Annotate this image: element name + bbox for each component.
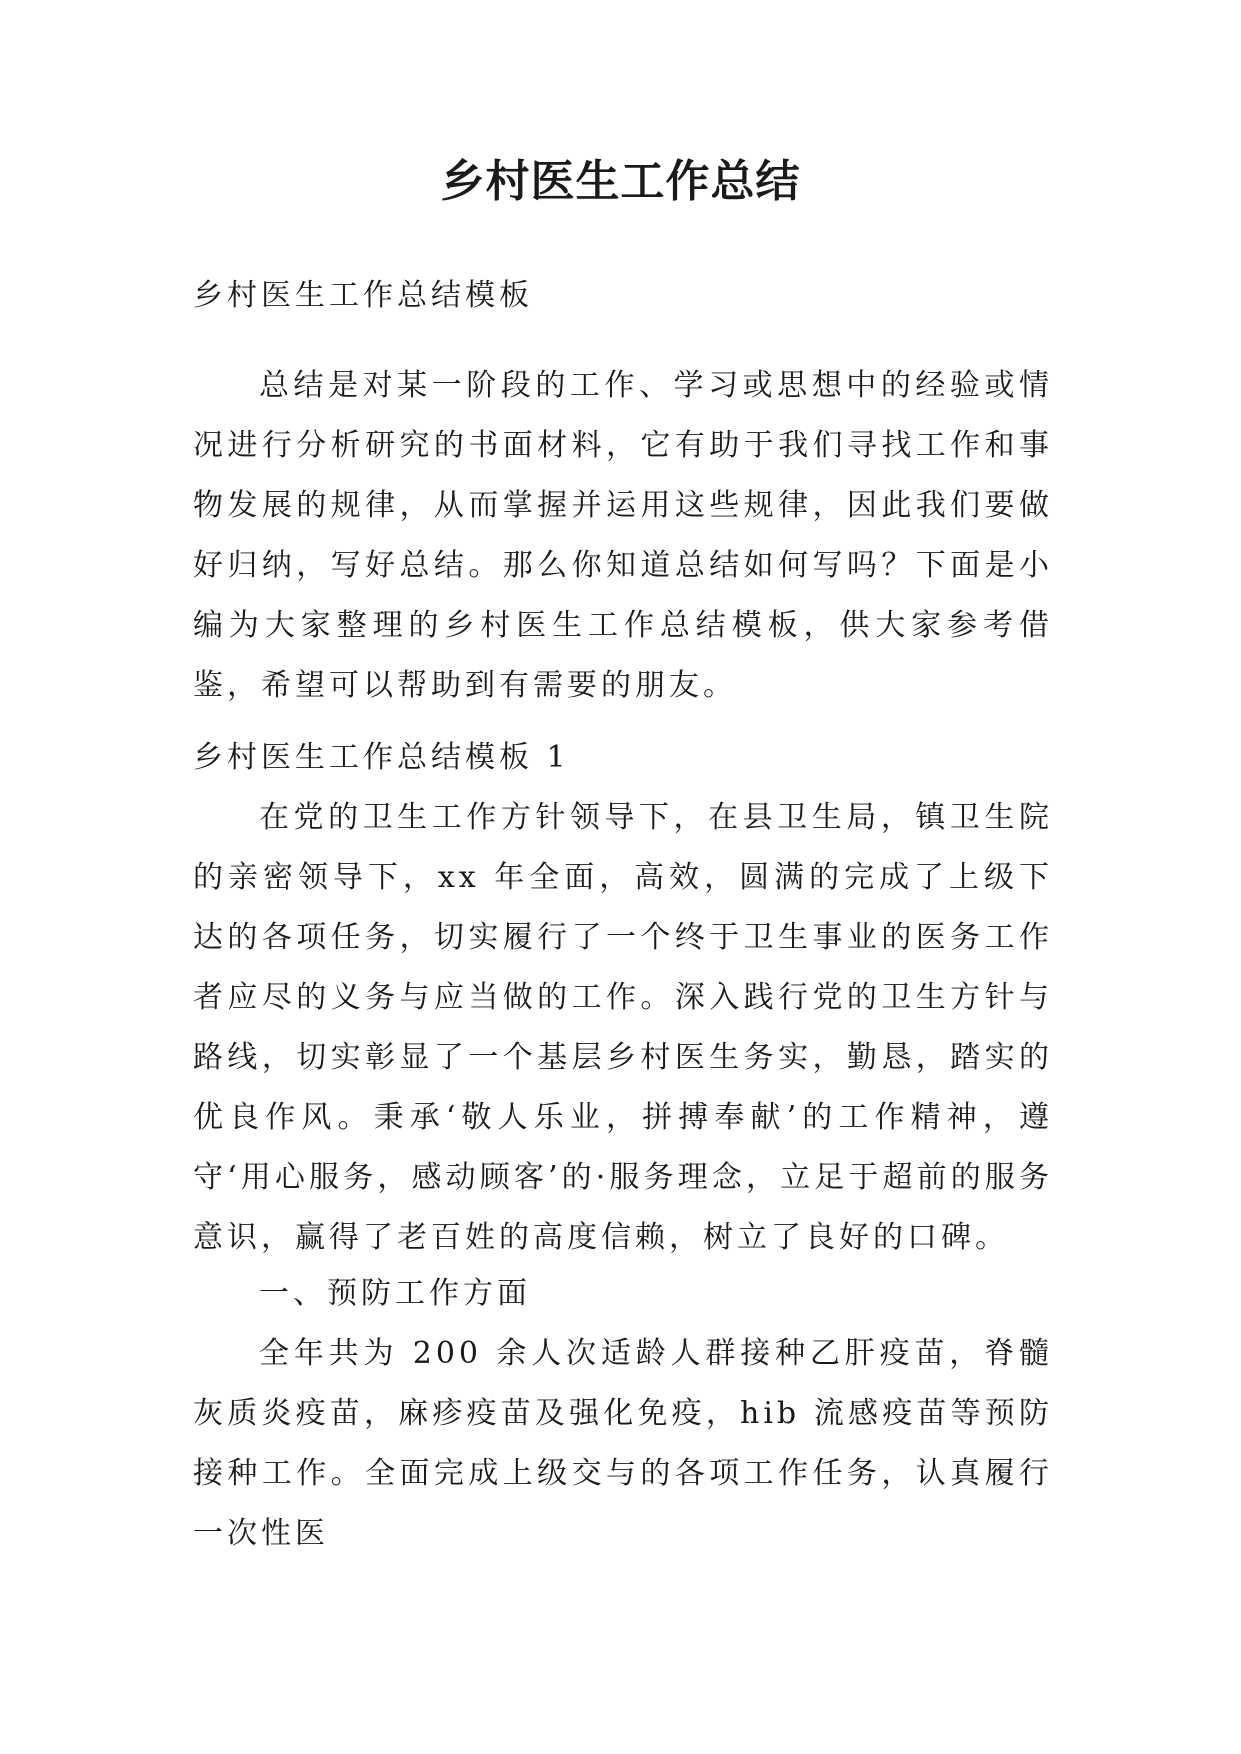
item-heading: 一、预防工作方面 [259, 1276, 531, 1311]
section-heading: 乡村医生工作总结模板 1 [193, 740, 570, 775]
section-paragraph: 在党的卫生工作方针领导下，在县卫生局，镇卫生院的亲密领导下，xx 年全面，高效，圆满的完成了上级下达的各项任务，切实履行了一个终于卫生事业的医务工作者应尽的义务与应当做的工作。深入践行党的卫生方针与路线，切实彰显了一个基层乡村医生务实，勤恳，踏实的优良作风。秉承‘敬人乐业，拼搏奉献’的工作精神，遵守‘用心服务，感动顾客’的·服务理念，立足于超前的服务意识，赢得了老百姓的高度信赖，树立了良好的口碑。 [193, 800, 1053, 1255]
intro-paragraph: 总结是对某一阶段的工作、学习或思想中的经验或情况进行分析研究的书面材料，它有助于我们寻找工作和事物发展的规律，从而掌握并运用这些规律，因此我们要做好归纳，写好总结。那么你知道总结如何写吗？下面是小编为大家整理的乡村医生工作总结模板，供大家参考借鉴，希望可以帮助到有需要的朋友。 [193, 368, 1053, 703]
item-paragraph: 全年共为 200 余人次适龄人群接种乙肝疫苗，脊髓灰质炎疫苗，麻疹疫苗及强化免疫，hib 流感疫苗等预防接种工作。全面完成上级交与的各项工作任务，认真履行一次性医 [193, 1336, 1053, 1551]
document-title: 乡村医生工作总结 [440, 156, 801, 207]
document-subtitle: 乡村医生工作总结模板 [193, 278, 533, 313]
